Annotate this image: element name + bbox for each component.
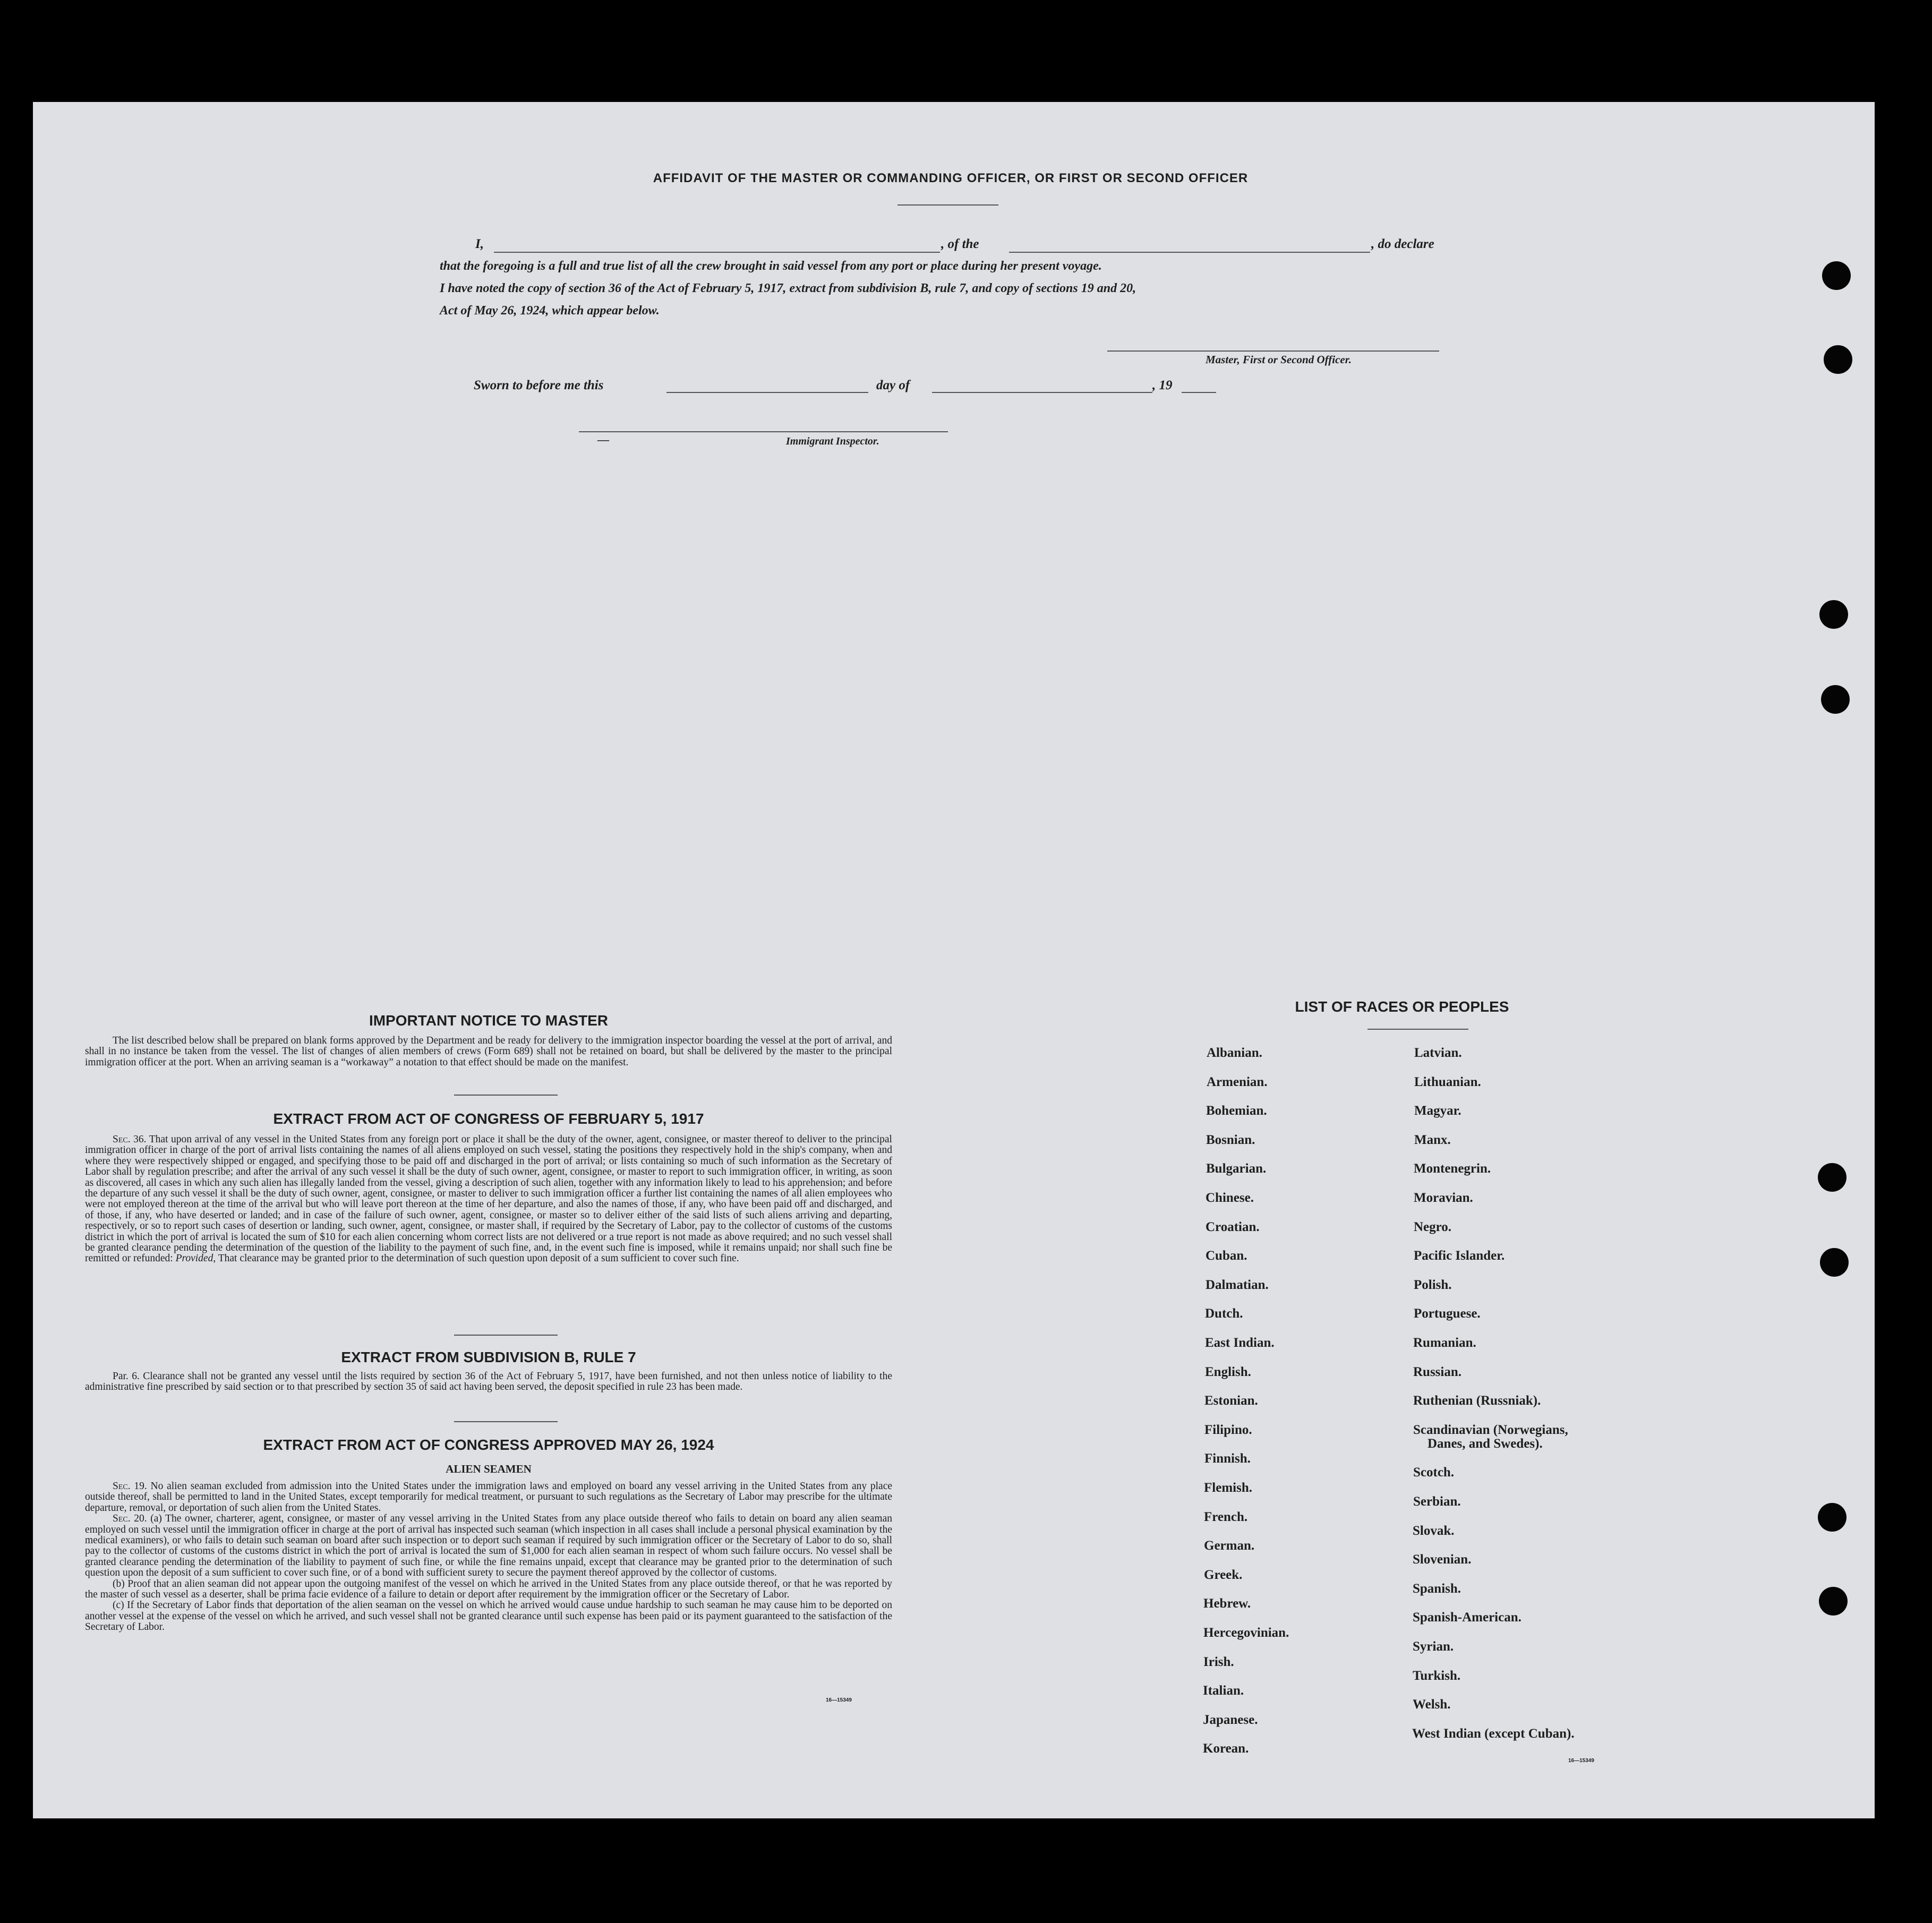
sec-20a-paragraph [85, 1514, 892, 1578]
race-item: Dalmatian. [1206, 1278, 1269, 1292]
race-item: Danes, and Swedes). [1427, 1437, 1543, 1451]
section-divider [454, 1335, 558, 1336]
race-item: Armenian. [1207, 1075, 1268, 1089]
race-item: Spanish-American. [1413, 1610, 1521, 1625]
race-item: Finnish. [1204, 1451, 1251, 1466]
name-blank [494, 252, 940, 253]
race-item: Spanish. [1413, 1582, 1461, 1596]
day-of-text: day of [876, 378, 910, 392]
race-item: Scandinavian (Norwegians, [1413, 1423, 1568, 1437]
race-item: Turkish. [1413, 1669, 1461, 1683]
race-item: Chinese. [1206, 1191, 1254, 1205]
punch-hole [1818, 1163, 1846, 1192]
race-item: Filipino. [1204, 1423, 1252, 1437]
races-title-rule [1367, 1029, 1468, 1030]
race-item: Portuguese. [1414, 1306, 1481, 1321]
race-item: Dutch. [1205, 1306, 1243, 1321]
races-title: LIST OF RACES OR PEOPLES [1295, 998, 1509, 1015]
sec-20-label: Sec. 20. [113, 1513, 147, 1525]
race-item: Hercegovinian. [1203, 1626, 1289, 1640]
affidavit-of-the: , of the [941, 237, 979, 251]
notice-paragraph: The list described below shall be prepared on blank forms approved by the Department and be ready for delivery to the immigration inspector boarding the vessel at the port of arrival, and shall in no instance be taken from the vessel. The list of changes of alien members of crews (Form 689) shall not be retained on board, but shall be delivered by the master to the principal immigration officer at the port. When an arriving seaman is a “workaway” a notation to that effect should be made on the manifest. [85, 1035, 892, 1068]
race-item: Pacific Islander. [1414, 1249, 1505, 1263]
notice-title: IMPORTANT NOTICE TO MASTER [369, 1012, 609, 1029]
race-item: Croatian. [1206, 1220, 1260, 1234]
race-item: Ruthenian (Russniak). [1413, 1394, 1541, 1408]
extract-1924-title: EXTRACT FROM ACT OF CONGRESS APPROVED MAY 26, 1924 [263, 1437, 714, 1453]
race-item: Rumanian. [1413, 1336, 1476, 1350]
sec-19-paragraph [85, 1481, 892, 1514]
inspector-caption: Immigrant Inspector. [786, 435, 879, 447]
sec-20b-paragraph: (b) Proof that an alien seaman did not appear upon the outgoing manifest of the vessel on which he arrived in the United States from any place outside thereof, or that he was reported by the master of such vessel as a deserter, shall be prima facie evidence of a failure to detain or deport after requirement by the immigration officer or the Secretary of Labor. [85, 1578, 892, 1601]
punch-hole [1818, 1503, 1846, 1532]
races-form-number: 16—15349 [1568, 1758, 1594, 1764]
race-item: Slovak. [1413, 1524, 1455, 1538]
race-item: Estonian. [1204, 1394, 1258, 1408]
punch-hole [1819, 600, 1848, 629]
section-divider [454, 1421, 558, 1422]
punch-hole [1824, 345, 1852, 374]
master-signature-line [1107, 351, 1439, 352]
race-item: Montenegrin. [1414, 1161, 1491, 1176]
declaration-line: that the foregoing is a full and true list of all the crew brought in said vessel from any port or place during her present voyage. [440, 259, 1102, 273]
affidavit-lead: I, [475, 237, 484, 251]
race-item: Italian. [1203, 1683, 1244, 1698]
sworn-day-blank [666, 392, 868, 393]
race-item: Hebrew. [1203, 1596, 1251, 1611]
affidavit-title: AFFIDAVIT OF THE MASTER OR COMMANDING OFFICER, OR FIRST OR SECOND OFFICER [653, 171, 1249, 185]
sec-19-label: Sec. 19. [113, 1481, 147, 1492]
proviso-body: That clearance may be granted prior to the determination of such question upon deposit of a sum sufficient to cover such fine. [218, 1253, 739, 1264]
sec-20c-paragraph: (c) If the Secretary of Labor finds that deportation of the alien seaman on the vessel on which he arrived would cause undue hardship to such seaman he may cause him to be deported on another vessel at the expense of the vessel on which he arrived, and such vessel shall not be granted clearance until such expense has been paid or its payment guaranteed to the satisfaction of the Secretary of Labor. [85, 1600, 892, 1633]
title-rule [897, 204, 998, 206]
race-item: Negro. [1414, 1220, 1452, 1234]
race-item: English. [1205, 1365, 1251, 1379]
race-item: Serbian. [1413, 1494, 1461, 1509]
section-divider [454, 1095, 558, 1096]
punch-hole [1820, 1248, 1849, 1277]
notice-text [85, 1036, 892, 1068]
rule-7-paragraph: Par. 6. Clearance shall not be granted any vessel until the lists required by section 36 of the Act of February 5, 1917, have been furnished, and not then unless notice of liability to the administrative fine prescribed by said section or to that prescribed by section 35 of said act having been served, the deposit specified in rule 23 has been made. [85, 1371, 892, 1393]
race-item: Welsh. [1413, 1697, 1451, 1712]
year-blank [1182, 392, 1216, 393]
race-item: Bosnian. [1206, 1133, 1255, 1147]
race-item: Greek. [1204, 1568, 1243, 1582]
race-item: Magyar. [1414, 1104, 1461, 1118]
sworn-text: Sworn to before me this [474, 378, 604, 392]
race-item: East Indian. [1205, 1336, 1275, 1350]
race-item: Irish. [1203, 1655, 1234, 1669]
alien-seamen-subtitle: ALIEN SEAMEN [446, 1463, 532, 1475]
sec-20a-body: (a) The owner, charterer, agent, consignee, or master of any vessel arriving in the United States from any place outside thereof who fails to detain on board any alien seaman employed on such vessel until the immigration officer in charge at the port of arrival has inspected such seaman (which inspection in all cases shall include a personal physical examination by the medical examiners), or who fails to detain such seaman on board after such inspection or to deport such seaman if required by such immigration officer or the Secretary of Labor to do so, shall pay to the collector of customs of the customs district in which the port of arrival is located the sum of $1,000 for each alien seaman in respect of whom such failure occurs. No vessel shall be granted clearance pending the determination of the liability to payment of such fine, or while the fine remains unpaid, except that clearance may be granted prior to the determination of such question upon the deposit of a sum sufficient to cover such fine, or of a bond with sufficient surety to secure the payment thereof approved by the collector of customs. [85, 1513, 893, 1579]
sec-36-paragraph [85, 1134, 892, 1264]
inspector-signature-line [579, 431, 948, 432]
race-item: Cuban. [1206, 1249, 1247, 1263]
race-item: Bohemian. [1206, 1104, 1267, 1118]
race-item: Slovenian. [1413, 1552, 1472, 1567]
declaration-line: I have noted the copy of section 36 of the Act of February 5, 1917, extract from subdivision B, rule 7, and copy of sections 19 and 20, [440, 281, 1136, 295]
rule-7-text [85, 1371, 892, 1393]
race-item: West Indian (except Cuban). [1412, 1727, 1575, 1741]
race-item: Korean. [1203, 1741, 1249, 1756]
sec-19-body: No alien seaman excluded from admission into the United States under the immigration laws and employed on board any vessel arriving in the United States from any place outside thereof, shall be permitted to land in the United States, except temporarily for medical treatment, or pursuant to such regulations as the Secretary of Labor may prescribe for the ultimate departure, removal, or deportation of such alien from the United States. [85, 1481, 893, 1514]
extract-1917-text [85, 1134, 892, 1264]
sec-36-label: Sec. 36. [113, 1134, 147, 1145]
affidavit-declaration [440, 255, 1459, 322]
race-item: French. [1204, 1510, 1248, 1524]
race-item: Moravian. [1414, 1191, 1473, 1205]
declaration-line: Act of May 26, 1924, which appear below. [440, 304, 660, 318]
race-item: Flemish. [1204, 1481, 1252, 1495]
race-item: Russian. [1413, 1365, 1462, 1379]
punch-hole [1822, 261, 1851, 290]
proviso-label: Provided, [175, 1253, 216, 1264]
vessel-blank [1009, 252, 1370, 253]
punch-hole [1821, 685, 1850, 714]
race-item: Polish. [1414, 1278, 1452, 1292]
punch-hole [1819, 1587, 1848, 1616]
race-item: Bulgarian. [1206, 1161, 1267, 1176]
race-item: Scotch. [1413, 1465, 1455, 1480]
race-item: Albanian. [1207, 1046, 1262, 1060]
race-item: Lithuanian. [1414, 1075, 1481, 1089]
race-item: Japanese. [1203, 1713, 1258, 1727]
year-text: , 19 [1152, 378, 1173, 392]
race-item: Manx. [1414, 1133, 1451, 1147]
affidavit-do-declare: , do declare [1371, 237, 1434, 251]
master-signature-caption: Master, First or Second Officer. [1206, 353, 1352, 366]
inspector-mark: — [597, 433, 609, 446]
rule-7-title: EXTRACT FROM SUBDIVISION B, RULE 7 [341, 1349, 636, 1365]
race-item: German. [1204, 1539, 1255, 1553]
race-item: Syrian. [1413, 1639, 1454, 1654]
race-item: Latvian. [1414, 1046, 1462, 1060]
extract-1917-title: EXTRACT FROM ACT OF CONGRESS OF FEBRUARY 5, 1917 [273, 1110, 704, 1127]
extract-1924-text [85, 1481, 892, 1633]
sec-36-body: That upon arrival of any vessel in the United States from any foreign port or place it shall be the duty of the owner, agent, consignee, or master thereof to deliver to the principal immigration officer in charge of the port of arrival lists containing the names of all aliens employed on such vessel, stating the positions they respectively hold in the ship's company, when and where they were respectively shipped or engaged, and specifying those to be paid off and discharged in the port of arrival; or lists containing so much of such information as the Secretary of Labor shall by regulation prescribe; and after the arrival of any such vessel it shall be the duty of such owner, agent, consignee, or master to report to such immigration officer, in writing, as soon as discovered, all cases in which any such alien has illegally landed from the vessel, giving a description of such alien, together with any information likely to lead to his apprehension; and before the departure of any such vessel it shall be the duty of such owner, agent, consignee, or master to deliver to such immigration officer a further list containing the names of all alien employees who were not employed thereon at the time of the arrival but who will leave port thereon at the time of her departure, and also the names of those, if any, who have been paid off and discharged, and of those, if any, who have deserted or landed; and in case of the failure of such owner, agent, consignee, or master so to deliver either of the said lists of such aliens arriving and departing, respectively, or so to report such cases of desertion or landing, such owner, agent, consignee, or master shall, if required by the Secretary of Labor, pay to the collector of customs of the customs district in which the port of arrival is located the sum of $10 for each alien concerning whom correct lists are not delivered or a true report is not made as above required; and no such vessel shall be granted clearance pending the determination of the question of the liability to the payment of such fine, and, in the event such fine is imposed, while it remains unpaid; nor shall such fine be remitted or refunded: [85, 1134, 892, 1264]
form-number: 16—15349 [826, 1697, 852, 1703]
sworn-month-blank [932, 392, 1152, 393]
